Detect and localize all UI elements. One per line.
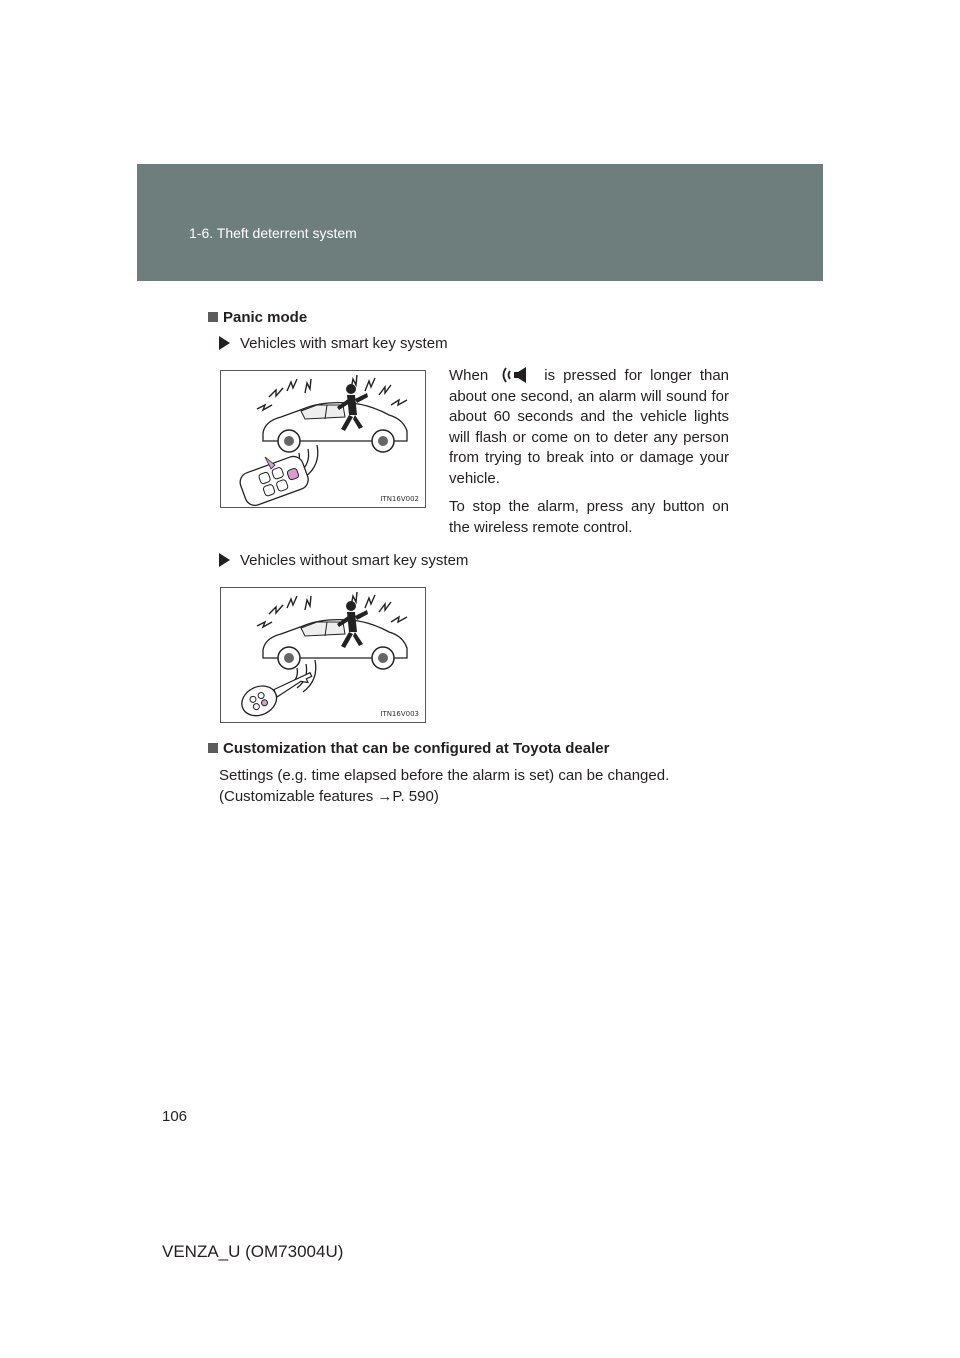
customization-reference-link[interactable]: (Customizable features →P. 590) [219,788,439,805]
square-bullet-icon [208,312,218,322]
square-bullet-icon [208,743,218,753]
panic-description [449,366,729,546]
no-smart-key-label: Vehicles without smart key system [219,552,468,569]
smart-key-panic-illustration [220,370,426,508]
customization-settings-text: Settings (e.g. time elapsed before the alarm is set) can be changed. [219,767,670,784]
triangle-bullet-icon [219,553,230,567]
page-number: 106 [162,1108,188,1125]
figure-code: ITN16V003 [380,710,419,718]
section-title: 1-6. Theft deterrent system [189,225,357,241]
customization-heading: Customization that can be configured at Toyota dealer [208,740,609,757]
panic-paragraph: When is pressed for longer than about one second, an alarm will sound for about 60 seconds and the vehicle lights will flash or come on to deter any person from trying to break into or damage your vehicle. [449,367,730,487]
figure-code: ITN16V002 [380,495,419,503]
no-smart-key-panic-illustration [220,587,426,723]
smart-key-label: Vehicles with smart key system [219,335,448,352]
triangle-bullet-icon [219,336,230,350]
car-alarm-smart-key-drawing [221,371,427,509]
panic-button-icon [496,366,536,384]
manual-code-footer: VENZA_U (OM73004U) [162,1242,344,1261]
panic-mode-heading: Panic mode [208,309,307,326]
section-header-bar [137,164,823,281]
car-alarm-key-drawing [221,588,427,724]
stop-alarm-paragraph: To stop the alarm, press any button on the wireless remote control. [449,498,729,536]
